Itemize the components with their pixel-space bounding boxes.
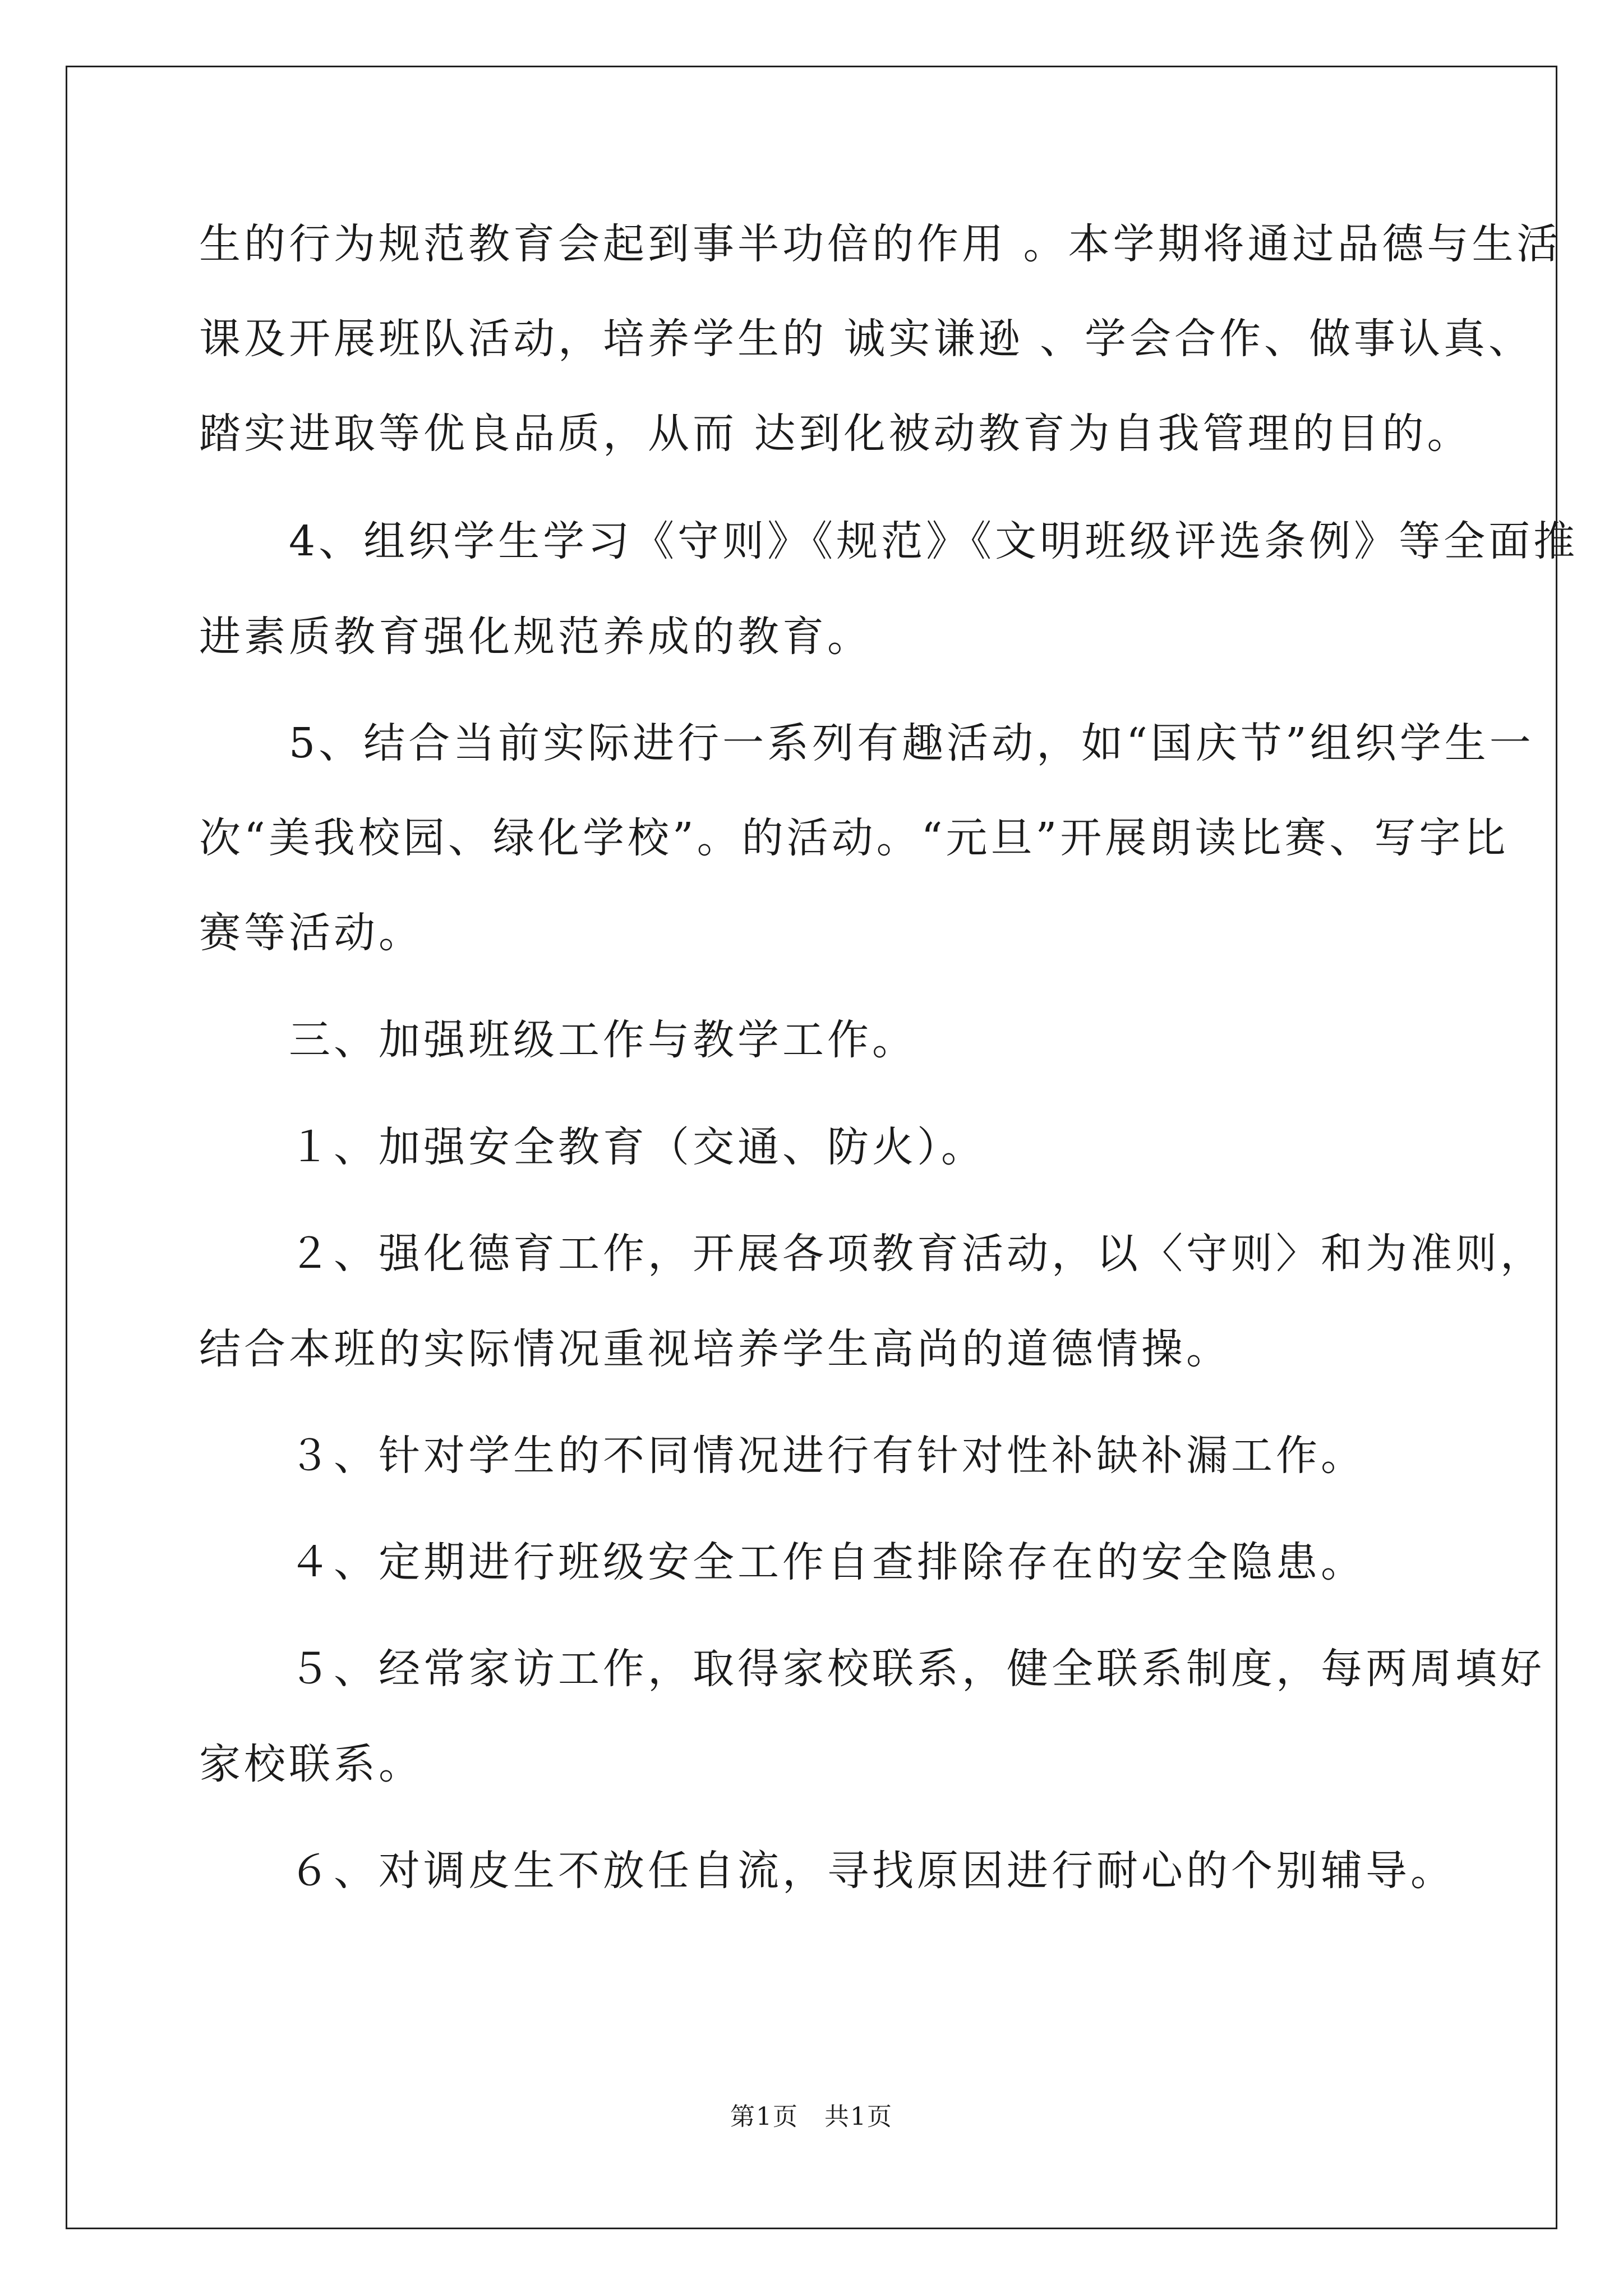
- text-line: １、加强安全教育（交通、防火）。: [199, 1123, 986, 1171]
- text-line: ３、针对学生的不同情况进行有针对性补缺补漏工作。: [199, 1432, 1366, 1480]
- text-line: 4、组织学生学习《守则》《规范》《文明班级评选条例》等全面推: [199, 517, 1579, 565]
- text-line: 次“美我校园、绿化学校”。的活动。“元旦”开展朗读比赛、写字比: [199, 814, 1509, 862]
- text-line: ２、强化德育工作，开展各项教育活动，以〈守则〉和为准则，: [199, 1230, 1545, 1278]
- text-line: 踏实进取等优良品质，从而 达到化被动教育为自我管理的目的。: [199, 409, 1472, 458]
- text-line: 赛等活动。: [199, 909, 423, 957]
- text-line: ６、对调皮生不放任自流，寻找原因进行耐心的个别辅导。: [199, 1847, 1455, 1895]
- text-line: 家校联系。: [199, 1740, 423, 1788]
- text-line: 5、结合当前实际进行一系列有趣活动，如“国庆节”组织学生一: [199, 719, 1534, 767]
- text-line: 生的行为规范教育会起到事半功倍的作用 。本学期将通过品德与生活: [199, 220, 1562, 268]
- text-line: 进素质教育强化规范养成的教育。: [199, 613, 872, 661]
- page-footer: 第1页 共1页: [730, 2102, 893, 2131]
- text-line: 课及开展班队活动，培养学生的 诚实谦逊 、学会合作、做事认真、: [199, 315, 1534, 363]
- text-line: ４、定期进行班级安全工作自查排除存在的安全隐患。: [199, 1538, 1366, 1586]
- text-line: 三、加强班级工作与教学工作。: [199, 1016, 917, 1064]
- text-line: ５、经常家访工作，取得家校联系，健全联系制度，每两周填好: [199, 1645, 1545, 1693]
- text-line: 结合本班的实际情况重视培养学生高尚的道德情操。: [199, 1325, 1231, 1373]
